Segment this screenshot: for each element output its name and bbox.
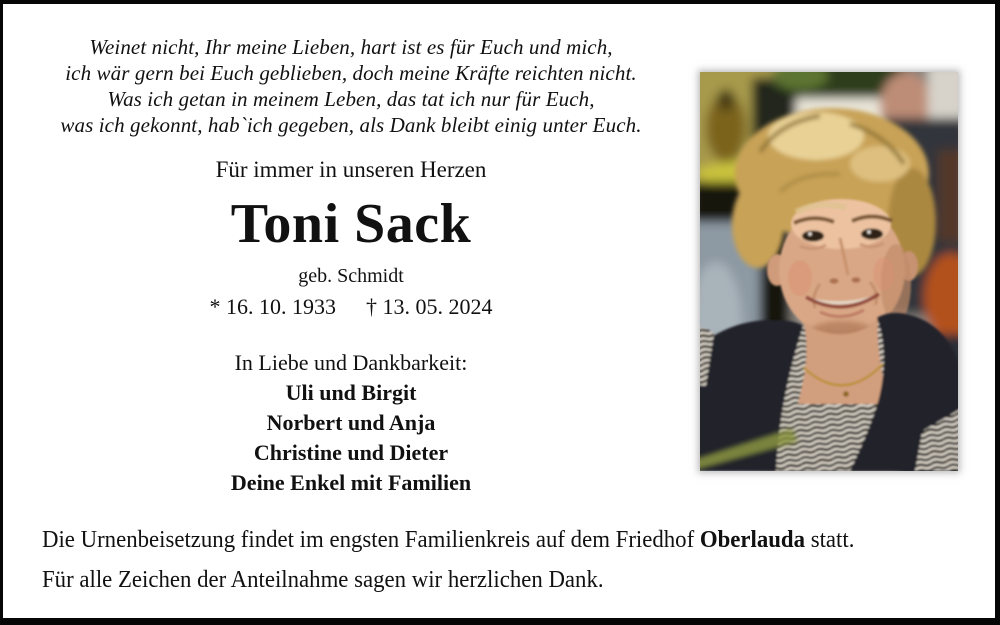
eye: [861, 229, 883, 240]
woman-clothing: [700, 313, 958, 471]
family-name-3: Christine und Dieter: [253, 440, 449, 465]
family-name-1: Uli und Birgit: [285, 380, 417, 405]
eye: [802, 231, 824, 242]
death-date: † 13. 05. 2024: [366, 294, 493, 319]
portrait-illustration: [700, 72, 958, 471]
poem-line-4: was ich gekonnt, hab`ich gegeben, als Dank bleibt einig unter Euch.: [60, 113, 642, 137]
poem-line-1: Weinet nicht, Ihr meine Lieben, hart ist es für Euch und mich,: [89, 35, 613, 59]
deceased-name: Toni Sack: [230, 193, 472, 255]
funeral-info: [42, 520, 945, 600]
thanks-line: Für alle Zeichen der Anteilnahme sagen wir herzlichen Dank.: [42, 567, 604, 593]
family-name-2: Norbert und Anja: [266, 410, 436, 435]
funeral-text-suffix: statt.: [805, 527, 855, 553]
poem-line-2: ich wär gern bei Euch geblieben, doch meine Kräfte reichten nicht.: [65, 61, 637, 85]
memorial-poem: [8, 34, 694, 138]
family-list: [8, 348, 694, 498]
portrait-photo: [700, 72, 958, 471]
funeral-text-prefix: Die Urnenbeisetzung findet im engsten Familienkreis auf dem Friedhof: [42, 527, 700, 553]
maiden-name: geb. Schmidt: [298, 265, 404, 287]
funeral-info-line-1: [42, 520, 945, 560]
motto-text: Für immer in unseren Herzen: [215, 157, 487, 182]
birth-date: * 16. 10. 1933: [209, 294, 336, 319]
funeral-place: Oberlauda: [699, 527, 806, 553]
family-intro: In Liebe und Dankbarkeit:: [234, 350, 468, 375]
life-dates: [8, 294, 694, 320]
poem-line-3: Was ich getan in meinem Leben, das tat ich nur für Euch,: [107, 87, 595, 111]
family-name-4: Deine Enkel mit Familien: [230, 470, 472, 495]
obituary-text-column: [8, 4, 694, 514]
